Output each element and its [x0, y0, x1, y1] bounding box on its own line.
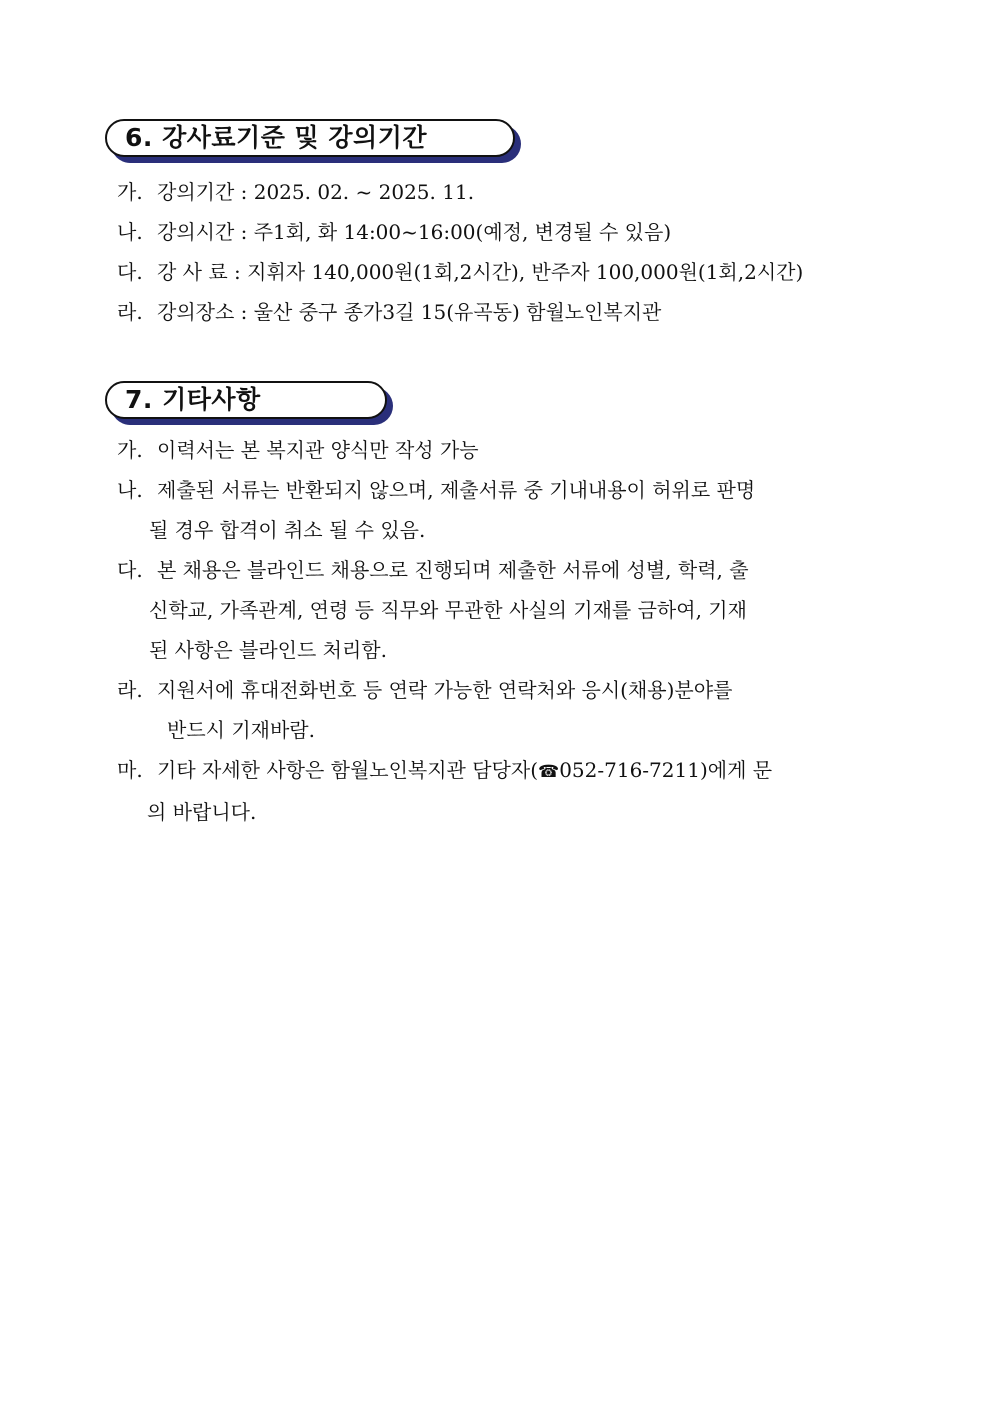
list-item — [117, 430, 897, 470]
lecture-fee: 강 사 료 : 지휘자 140,000원(1회,2시간), 반주자 100,000원(1회,2시간) — [157, 260, 804, 284]
list-item — [117, 750, 897, 832]
list-item — [117, 172, 897, 212]
lecture-location: 강의장소 : 울산 중구 종가3길 15(유곡동) 함월노인복지관 — [157, 300, 662, 324]
section-7-list — [117, 430, 897, 832]
item-marker: 라. — [117, 678, 143, 702]
list-item — [117, 212, 897, 252]
list-item — [117, 670, 897, 750]
item-text — [157, 750, 897, 792]
item-marker: 나. — [117, 220, 143, 244]
item-marker: 다. — [117, 260, 143, 284]
list-item — [117, 470, 897, 550]
item-marker: 가. — [117, 180, 143, 204]
section-7-title: 7. 기타사항 — [105, 381, 387, 419]
list-item — [117, 550, 897, 670]
item-marker: 나. — [117, 478, 143, 502]
item-marker: 마. — [117, 758, 143, 782]
item-text-continued: 반드시 기재바람. — [167, 718, 315, 742]
item-text-continued: 될 경우 합격이 취소 될 수 있음. — [149, 518, 426, 542]
item-text: 이력서는 본 복지관 양식만 작성 가능 — [157, 438, 479, 462]
section-6-header — [105, 119, 515, 157]
section-6-list — [117, 172, 897, 332]
item-text-continued: 신학교, 가족관계, 연령 등 직무와 무관한 사실의 기재를 금하여, 기재 — [149, 598, 747, 622]
lecture-time: 강의시간 : 주1회, 화 14:00~16:00(예정, 변경될 수 있음) — [157, 220, 672, 244]
item-text: 지원서에 휴대전화번호 등 연락 가능한 연락처와 응시(채용)분야를 — [157, 678, 733, 702]
item-text-continued: 된 사항은 블라인드 처리함. — [149, 638, 387, 662]
list-item — [117, 252, 897, 292]
contact-phone-number: 052-716-7211)에게 문 — [559, 758, 773, 782]
section-7-header — [105, 381, 387, 419]
item-text-continued: 의 바랍니다. — [147, 800, 257, 824]
section-6-title: 6. 강사료기준 및 강의기간 — [105, 119, 515, 157]
item-text: 본 채용은 블라인드 채용으로 진행되며 제출한 서류에 성별, 학력, 출 — [157, 558, 749, 582]
item-marker: 라. — [117, 300, 143, 324]
item-text: 제출된 서류는 반환되지 않으며, 제출서류 중 기내내용이 허위로 판명 — [157, 478, 756, 502]
contact-text-prefix: 기타 자세한 사항은 함월노인복지관 담당자( — [157, 758, 538, 782]
item-marker: 가. — [117, 438, 143, 462]
item-marker: 다. — [117, 558, 143, 582]
list-item — [117, 292, 897, 332]
lecture-period: 강의기간 : 2025. 02. ~ 2025. 11. — [157, 180, 475, 204]
phone-icon: ☎ — [538, 762, 560, 782]
